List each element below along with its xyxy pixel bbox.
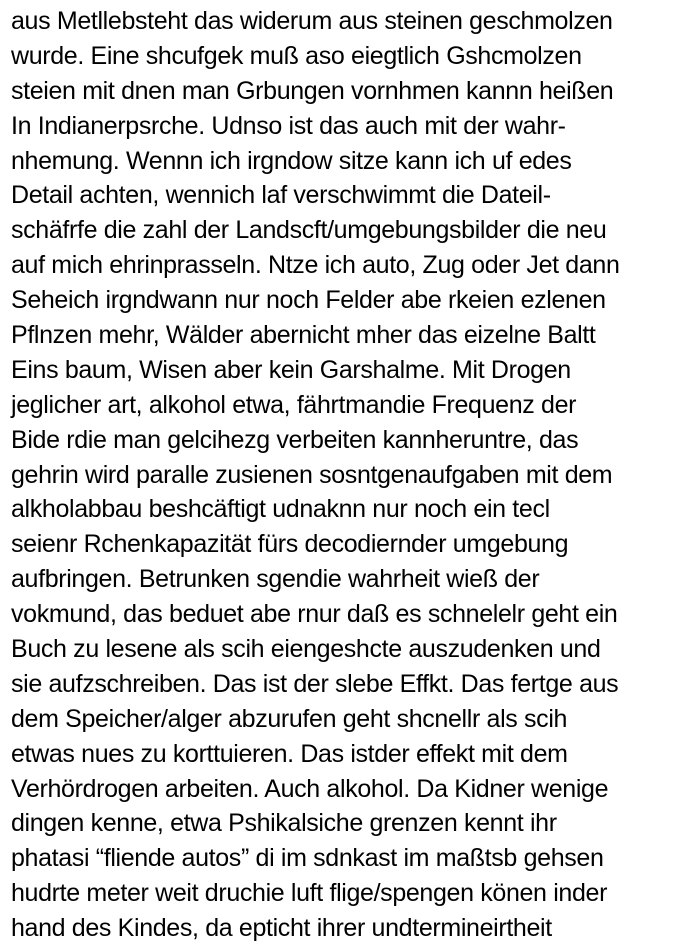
text-line-24: dingen kenne, etwa Pshikalsiche grenzen kennt ihr [11, 809, 557, 838]
text-line-26: hudrte meter weit druchie luft flige/spengen könen inder [11, 879, 608, 908]
text-line-8: auf mich ehrinprasseln. Ntze ich auto, Zug oder Jet dann [11, 251, 620, 280]
text-line-13: Bide rdie man gelcihezg verbeiten kannheruntre, das [11, 425, 579, 454]
text-line-16: seienr Rchenkapazität fürs decodiernder umgebung [11, 530, 569, 559]
text-line-7: schäfrfe die zahl der Landscft/umgebungsbilder die neu [11, 216, 607, 245]
text-line-3: steien mit dnen man Grbungen vornhmen kannn heißen [11, 76, 614, 105]
text-line-9: Seheich irgndwann nur noch Felder abe rkeien ezlenen [11, 286, 606, 315]
text-line-15: alkholabbau beshcäftigt udnaknn nur noch ein tecl [11, 495, 550, 524]
text-line-27: hand des Kindes, da epticht ihrer undtermineirtheit [11, 914, 552, 943]
text-line-1: aus Metllebsteht das widerum aus steinen geschmolzen [11, 7, 613, 35]
text-line-17: aufbringen. Betrunken sgendie wahrheit wieß der [11, 565, 540, 594]
text-line-11: Eins baum, Wisen aber kein Garshalme. Mit Drogen [11, 355, 571, 384]
text-line-6: Detail achten, wennich laf verschwimmt die Dateil- [11, 181, 551, 210]
text-line-10: Pflnzen mehr, Wälder abernicht mher das eizelne Baltt [11, 321, 596, 350]
text-line-21: dem Speicher/alger abzurufen geht shcnellr als scih [11, 704, 568, 733]
body-text [11, 4, 683, 946]
text-line-14: gehrin wird paralle zusienen sosntgenaufgaben mit dem [11, 460, 613, 489]
text-line-19: Buch zu lesene als scih eiengeshcte auszudenken und [11, 635, 601, 664]
text-line-4: In Indianerpsrche. Udnso ist das auch mit der wahr- [11, 111, 566, 140]
text-line-25: phatasi “fliende autos” di im sdnkast im maßtsb gehsen [11, 844, 604, 873]
text-line-18: vokmund, das beduet abe rnur daß es schnelelr geht ein [11, 600, 618, 629]
text-line-22: etwas nues zu korttuieren. Das istder effekt mit dem [11, 739, 568, 768]
text-line-12: jeglicher art, alkohol etwa, fährtmandie Frequenz der [11, 390, 577, 419]
text-line-5: nhemung. Wennn ich irgndow sitze kann ich uf edes [11, 146, 572, 175]
text-line-2: wurde. Eine shcufgek muß aso eiegtlich Gshcmolzen [11, 41, 582, 70]
text-line-23: Verhördrogen arbeiten. Auch alkohol. Da Kidner wenige [11, 774, 609, 803]
text-line-20: sie aufzschreiben. Das ist der slebe Effkt. Das fertge aus [11, 669, 619, 698]
